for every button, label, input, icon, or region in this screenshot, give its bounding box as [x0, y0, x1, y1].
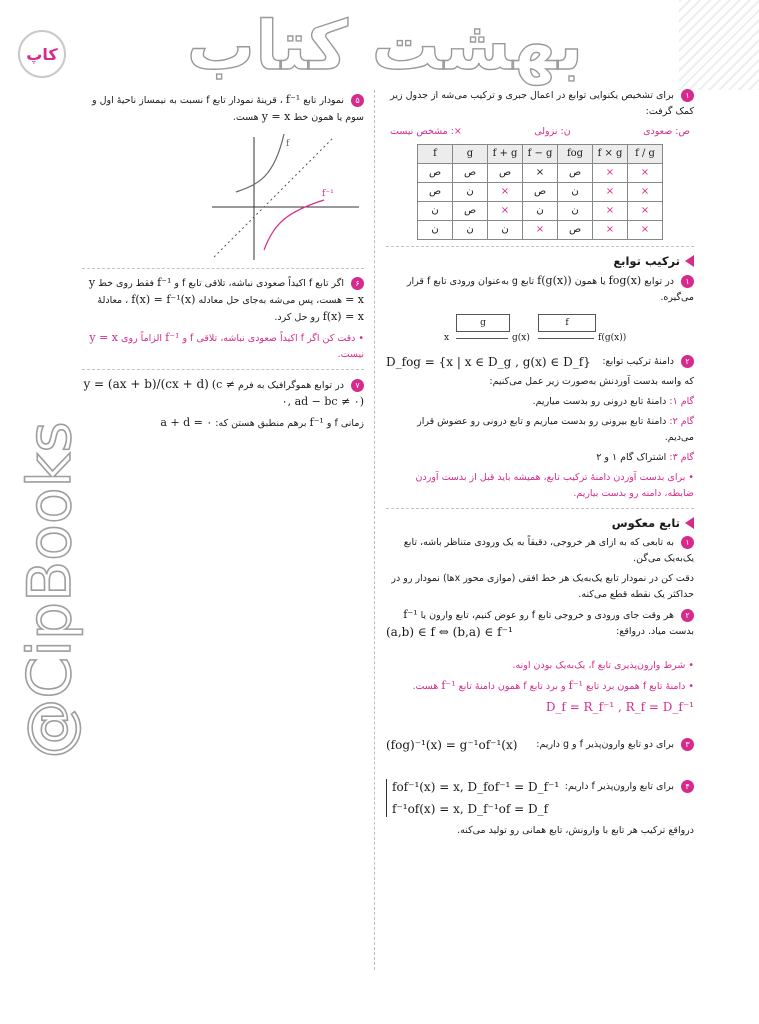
spacer — [386, 644, 694, 658]
section-separator — [386, 508, 694, 509]
text: ، قرینهٔ نمودار تابع f نسبت به نیمساز ناحیهٔ اول و سوم یا همون خط — [91, 95, 364, 123]
left-column — [82, 92, 364, 612]
step-label: گام ۳: — [669, 452, 694, 463]
text: برای تابع وارون‌پذیر f داریم: — [564, 781, 674, 792]
composition-step-2 — [386, 414, 694, 446]
table-cell: × — [488, 202, 523, 221]
table-cell: ن — [488, 221, 523, 240]
item-number-1: ۱ — [681, 536, 694, 549]
homographic-formula: y = (ax + b)/(cx + d) — [83, 377, 209, 391]
table-cell: ص — [453, 202, 488, 221]
text: هر وقت جای ورودی و خروجی تابع f رو عوض کنیم، تابع وارون یا — [420, 610, 674, 621]
item-number-3: ۳ — [681, 738, 694, 751]
section-separator — [82, 268, 364, 269]
finv-label: f⁻¹ — [322, 189, 334, 199]
flow-fgx-label: f(g(x)) — [598, 333, 627, 343]
legend-unknown: ×: مشخص نیست — [390, 126, 462, 137]
text: هست، پس می‌شه به‌جای حل معادله — [198, 295, 343, 306]
legend-increasing: ص: صعودی — [643, 126, 690, 137]
composition-flow-diagram — [386, 312, 694, 348]
item-number-2: ۲ — [681, 355, 694, 368]
text: فقط روی خط — [98, 278, 155, 289]
flow-f-box: f — [538, 314, 596, 332]
inverse-section-header — [386, 515, 694, 531]
section-marker-icon — [685, 517, 694, 529]
table-cell: ص — [418, 164, 453, 183]
math-line: y = x — [261, 110, 291, 123]
table-row — [418, 202, 663, 221]
inverse-item-3 — [386, 737, 694, 753]
text: در توابع هموگرافیک به فرم — [238, 380, 344, 391]
table-cell: ن — [418, 221, 453, 240]
table-cell: × — [628, 164, 663, 183]
note-text: برای بدست آوردن دامنهٔ ترکیب تابع، همیشه باید قبل از بدست آوردن ضابطه، دامنه رو بدست بیاریم. — [415, 472, 694, 499]
table-header: f − g — [523, 145, 558, 164]
text: اگر تابع f اکیداً صعودی نباشه، تلاقی تابع f و — [174, 278, 344, 289]
flow-arrow — [538, 338, 594, 339]
text: زمانی f و — [326, 418, 364, 429]
monotonicity-table — [417, 144, 663, 240]
table-cell: × — [628, 202, 663, 221]
math-fgx: f(g(x)) — [537, 274, 572, 287]
table-cell: ن — [558, 183, 593, 202]
math-fog: fog(x) — [608, 274, 642, 287]
step-text: دامنهٔ تابع درونی رو بدست میاریم. — [532, 396, 667, 407]
math-line: y = x — [89, 331, 119, 344]
composition-section-header — [386, 253, 694, 269]
math-finv: f⁻¹ — [403, 608, 418, 621]
inverse-item-6 — [82, 275, 364, 326]
table-cell: ن — [453, 183, 488, 202]
monotonicity-intro — [386, 88, 694, 120]
inverse-note-2: • دامنهٔ تابع f همون برد تابع f⁻¹ و برد تابع f همون دامنهٔ تابع f⁻¹ هست. — [412, 679, 694, 692]
table-cell: ص — [558, 221, 593, 240]
section-separator — [386, 246, 694, 247]
table-cell: ص — [418, 183, 453, 202]
column-divider — [374, 90, 375, 970]
step-text: دامنهٔ تابع بیرونی رو بدست میاریم و تابع درونی رو عضوش قرار می‌دیم. — [417, 416, 694, 443]
step-text: اشتراک گام ۱ و ۲ — [596, 452, 667, 463]
table-cell: ن — [523, 202, 558, 221]
coincidence-equation: a + d = ۰ — [160, 416, 213, 429]
brand-title: بهشت کتاب — [186, 7, 584, 86]
text: به تابعی که به ازای هر خروجی، دقیقاً به یک ورودی متناظر باشه، تابع یک‌به‌یک می‌گن. — [403, 537, 694, 564]
composition-intro — [386, 273, 694, 306]
text: دقت کن در نمودار تابع یک‌به‌یک هر خط افقی (موازی محور xها) نمودار رو در حداکثر یک نقطه قطع می‌کنه. — [391, 573, 694, 600]
legend-decreasing: ن: نزولی — [534, 126, 571, 137]
composition-title: ترکیب توابع — [613, 254, 680, 268]
table-cell: × — [593, 202, 628, 221]
table-cell: ص — [488, 164, 523, 183]
inverse-item-7 — [82, 376, 364, 411]
homographic-condition: (c ≠ ۰, ad − bc ≠ ۰) — [211, 378, 364, 408]
spacer — [386, 721, 694, 737]
text: بدست میاد. درواقع: — [616, 626, 694, 637]
table-cell: × — [488, 183, 523, 202]
note-text: نیست. — [337, 349, 364, 360]
table-row — [418, 164, 663, 183]
item-number-6: ۶ — [351, 277, 364, 290]
corner-decoration — [679, 0, 759, 90]
inverse-graph-svg — [204, 132, 364, 262]
item-number-5: ۵ — [351, 94, 364, 107]
table-header: f — [418, 145, 453, 164]
text: که واسه بدست آوردنش به‌صورت زیر عمل می‌کنیم: — [489, 376, 694, 387]
table-header: g — [453, 145, 488, 164]
table-cell: ن — [453, 221, 488, 240]
domain-range-formula: D_f = R_f⁻¹ , R_f = D_f⁻¹ — [545, 700, 694, 714]
domain-label: دامنهٔ ترکیب توابع: — [602, 356, 674, 367]
inverse-item-7b — [82, 415, 364, 432]
right-column — [386, 88, 694, 968]
item-number-4: ۴ — [681, 780, 694, 793]
math-line: y = x — [88, 276, 364, 306]
table-cell: ص — [523, 183, 558, 202]
text: درواقع ترکیب هر تابع با وارونش، تابع همانی رو تولید می‌کنه. — [457, 825, 694, 836]
inverse-title: تابع معکوس — [611, 516, 680, 530]
math-finv: f⁻¹ — [165, 331, 180, 344]
table-header: f × g — [593, 145, 628, 164]
table-cell: ص — [453, 164, 488, 183]
math-finv: f⁻¹ — [309, 416, 324, 429]
table-cell: ن — [418, 202, 453, 221]
table-cell: × — [523, 221, 558, 240]
table-header-row — [418, 145, 663, 164]
inverse-note-1: • شرط وارون‌پذیری تابع f، یک‌به‌یک بودن اونه. — [512, 660, 694, 671]
inverse-domain-range — [386, 699, 694, 717]
text: هست. — [232, 112, 259, 123]
domain-formula: D_fog = {x | x ∈ D_g , g(x) ∈ D_f} — [386, 355, 591, 369]
composition-note: • برای بدست آوردن دامنهٔ ترکیب تابع، همیشه باید قبل از بدست آوردن ضابطه، دامنه رو بدست بیاریم. — [415, 472, 694, 499]
inverse-conclusion — [386, 823, 694, 839]
text: برهم منطبق هستن که: — [215, 418, 307, 429]
inverse-item-5 — [82, 92, 364, 126]
note-text: دامنهٔ تابع f همون برد تابع — [586, 681, 686, 692]
composition-domain — [386, 354, 694, 370]
note-text: شرط وارون‌پذیری تابع f، یک‌به‌یک بودن اونه. — [512, 660, 686, 671]
table-row — [418, 221, 663, 240]
inverse-item-4 — [386, 779, 694, 816]
math-finv: f⁻¹ — [157, 276, 172, 289]
math-finv: f⁻¹ — [568, 679, 583, 692]
identity-line-1: fof⁻¹(x) = x, D_fof⁻¹ = D_f⁻¹ — [392, 780, 560, 794]
spacer — [386, 757, 694, 779]
text: یا همون — [574, 276, 606, 287]
table-legend — [390, 124, 690, 140]
item-number-1: ۱ — [681, 89, 694, 102]
composition-step-1 — [386, 394, 694, 410]
line-y-equals-x — [214, 137, 334, 257]
item-number-1: ۱ — [681, 275, 694, 288]
table-cell: × — [593, 183, 628, 202]
table-cell: × — [593, 221, 628, 240]
inverse-graph — [204, 132, 364, 262]
text: در توابع — [644, 276, 674, 287]
table-cell: × — [593, 164, 628, 183]
text: رو حل کرد. — [274, 312, 320, 323]
logo-text: کاپ — [26, 44, 58, 64]
step-label: گام ۲: — [669, 416, 694, 427]
table-cell: × — [523, 164, 558, 183]
inverse-pair-formula: (a,b) ∈ f ⇔ (b,a) ∈ f⁻¹ — [386, 625, 513, 639]
flow-gx-label: g(x) — [512, 333, 530, 343]
flow-x-label: x — [444, 333, 450, 343]
composition-step-3 — [386, 450, 694, 466]
table-cell: × — [628, 183, 663, 202]
math-equation: f(x) = f⁻¹(x) — [131, 293, 196, 306]
note-text: و برد تابع f همون دامنهٔ تابع — [458, 681, 566, 692]
identity-system — [386, 779, 559, 817]
flow-arrow — [456, 338, 508, 339]
monotonicity-text: برای تشخیص یکنوایی توابع در اعمال جبری و ترکیب می‌شه از جدول زیر کمک گرفت: — [390, 90, 694, 117]
composition-domain-intro — [386, 374, 694, 390]
table-header: fog — [558, 145, 593, 164]
text: ، معادلهٔ — [97, 295, 129, 306]
section-separator — [82, 369, 364, 370]
item-number-7: ۷ — [351, 379, 364, 392]
f-label: f — [286, 139, 290, 149]
note-text: دقت کن اگر f اکیداً صعودی نباشه، تلاقی f و — [182, 333, 356, 344]
step-label: گام ۱: — [669, 396, 694, 407]
note-text: الزاماً روی — [121, 333, 163, 344]
watermark: @CipBooks — [15, 421, 85, 759]
flow-g-box: g — [456, 314, 510, 332]
inverse-item-1b — [386, 571, 694, 603]
inverse-item-1 — [386, 535, 694, 567]
table-cell: × — [628, 221, 663, 240]
math-finv: f⁻¹ — [441, 679, 456, 692]
inverse-item-6-note: • دقت کن اگر f اکیداً صعودی نباشه، تلاقی f و f⁻¹ الزاماً روی y = x نیست. — [89, 331, 364, 360]
table-cell: ن — [558, 202, 593, 221]
math-finv: f⁻¹ — [285, 93, 301, 106]
note-text: هست. — [412, 681, 439, 692]
composition-inverse-formula: (fog)⁻¹(x) = g⁻¹of⁻¹(x) — [386, 738, 518, 752]
item-number-2: ۲ — [681, 609, 694, 622]
section-marker-icon — [685, 255, 694, 267]
f-curve — [236, 134, 284, 192]
inverse-item-2 — [386, 607, 694, 640]
text: تابع g به‌عنوان ورودی تابع f قرار می‌گیره. — [406, 276, 694, 303]
math-equation: f(x) = x — [322, 310, 364, 323]
table-header: f + g — [488, 145, 523, 164]
table-cell: ص — [558, 164, 593, 183]
table-header: f / g — [628, 145, 663, 164]
text: نمودار تابع — [303, 95, 344, 106]
identity-line-2: f⁻¹of(x) = x, D_f⁻¹of = D_f — [392, 802, 549, 816]
table-row — [418, 183, 663, 202]
text: برای دو تابع وارون‌پذیر f و g داریم: — [536, 739, 674, 750]
publisher-logo — [18, 30, 66, 78]
